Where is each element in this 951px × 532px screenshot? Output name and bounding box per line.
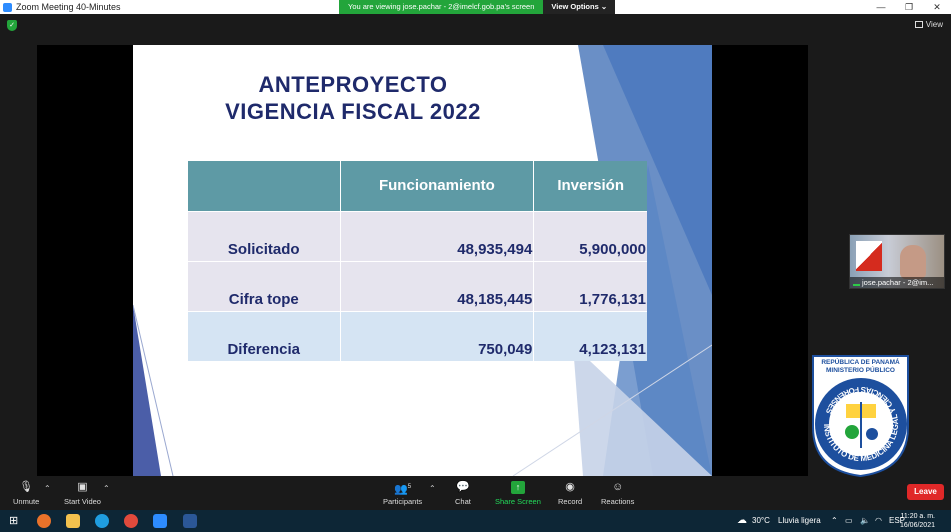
participants-label: Participants (383, 497, 423, 506)
participant-name: jose.pachar - 2@im... (850, 277, 945, 288)
cell-inversion: 4,123,131 (534, 311, 647, 361)
word-icon[interactable] (183, 514, 197, 528)
grid-view-icon (915, 21, 923, 28)
signal-strength-icon (853, 280, 860, 286)
audio-options-caret[interactable]: ⌃ (44, 484, 51, 493)
seal-top-line2: MINISTERIO PÚBLICO (826, 367, 895, 374)
cell-inversion: 5,900,000 (534, 211, 647, 261)
cell-inversion: 1,776,131 (534, 261, 647, 311)
row-label: Diferencia (188, 311, 340, 361)
weather-description: Lluvia ligera (778, 516, 821, 525)
video-off-icon: ▣ (77, 481, 88, 493)
windows-start-icon[interactable]: ⊞ (9, 515, 19, 527)
participant-video-thumbnail[interactable] (849, 234, 945, 289)
share-screen-icon: ↑ (511, 481, 525, 494)
table-row (188, 211, 647, 261)
view-label: View (925, 20, 943, 29)
windows-taskbar (0, 510, 951, 532)
chat-icon: 💬 (456, 481, 470, 493)
microphone-muted-icon: 🎙 (19, 481, 34, 493)
minimize-button[interactable]: — (876, 2, 886, 12)
view-options-label: View Options (551, 2, 599, 11)
slide-title-line2: VIGENCIA FISCAL 2022 (225, 99, 481, 124)
taskbar-clock[interactable] (900, 512, 935, 530)
tray-chevron-up-icon[interactable]: ⌃ (831, 516, 838, 525)
slide-title-line1: ANTEPROYECTO (258, 72, 448, 97)
wifi-icon[interactable]: ◠ (875, 516, 882, 525)
row-label: Cifra tope (188, 261, 340, 311)
zoom-taskbar-icon[interactable] (153, 514, 167, 528)
close-button[interactable]: ✕ (933, 2, 941, 12)
chat-label: Chat (455, 497, 471, 506)
table-header-empty (188, 161, 340, 211)
file-explorer-icon[interactable] (66, 514, 80, 528)
restore-button[interactable]: ❐ (904, 2, 914, 12)
temperature: 30°C (752, 516, 770, 525)
table-header-row (188, 161, 647, 211)
seal-top-line1: REPÚBLICA DE PANAMÁ (821, 359, 900, 366)
participants-button[interactable] (383, 481, 422, 506)
video-options-caret[interactable]: ⌃ (103, 484, 110, 493)
meeting-toolbar (0, 478, 951, 510)
network-icon[interactable]: ▭ (845, 516, 853, 525)
table-header-inversion: Inversión (534, 161, 647, 211)
smiley-icon: ☺ (612, 481, 624, 493)
speaker-icon[interactable]: 🔈 (860, 516, 870, 525)
record-button[interactable] (558, 481, 582, 506)
participants-count: 5 (407, 484, 412, 490)
clock-date: 16/06/2021 (899, 522, 935, 529)
cloud-rain-icon: ☁ (737, 515, 747, 526)
cell-funcionamiento: 750,049 (340, 311, 534, 361)
slide-title (133, 71, 573, 125)
presentation-slide (133, 45, 712, 476)
view-button[interactable] (915, 20, 943, 29)
seal-globe (845, 425, 859, 439)
input-language[interactable]: ESP (889, 516, 906, 525)
viewing-screen-label: You are viewing jose.pachar - 2@imelcf.gob.pa's screen (339, 0, 543, 14)
record-icon: ◉ (565, 481, 575, 493)
cell-funcionamiento: 48,935,494 (340, 211, 534, 261)
reactions-button[interactable] (601, 481, 634, 506)
chat-button[interactable] (455, 481, 471, 506)
institute-seal-logo (810, 352, 911, 478)
view-options-button[interactable] (543, 0, 615, 14)
firefox-icon[interactable] (37, 514, 51, 528)
zoom-app-icon (3, 3, 12, 12)
row-label: Solicitado (188, 211, 340, 261)
table-row (188, 261, 647, 311)
edge-icon[interactable] (95, 514, 109, 528)
seal-ring-text: INSTITUTO DE MEDICINA LEGAL Y CIENCIAS FORENSES (821, 384, 901, 464)
start-video-button[interactable] (64, 481, 101, 506)
table-header-funcionamiento: Funcionamiento (340, 161, 534, 211)
start-video-label: Start Video (64, 497, 101, 506)
meeting-top-bar (0, 14, 951, 38)
shield-check-icon[interactable]: ✓ (7, 20, 17, 31)
leave-button[interactable]: Leave (907, 484, 944, 500)
window-controls (867, 0, 951, 14)
window-title: Zoom Meeting 40-Minutes (16, 2, 121, 12)
decor-shape-left (133, 305, 161, 476)
participants-options-caret[interactable]: ⌃ (429, 484, 436, 493)
unmute-button[interactable] (13, 481, 39, 506)
chrome-icon[interactable] (124, 514, 138, 528)
participant-figure (900, 245, 926, 279)
flag-image (856, 241, 882, 271)
clock-time: 11:20 a. m. (900, 513, 935, 520)
record-label: Record (558, 497, 583, 506)
share-screen-button[interactable] (495, 481, 541, 506)
seal-magnifier-icon (866, 428, 878, 440)
reactions-label: Reactions (601, 497, 635, 506)
share-screen-label: Share Screen (495, 497, 541, 506)
budget-table (188, 161, 647, 361)
participants-icon: 👥$^5$ (394, 483, 412, 496)
chevron-down-icon: ⌄ (600, 2, 608, 11)
table-row (188, 311, 647, 361)
screen-share-banner (339, 0, 615, 14)
cell-funcionamiento: 48,185,445 (340, 261, 534, 311)
unmute-label: Unmute (13, 497, 40, 506)
